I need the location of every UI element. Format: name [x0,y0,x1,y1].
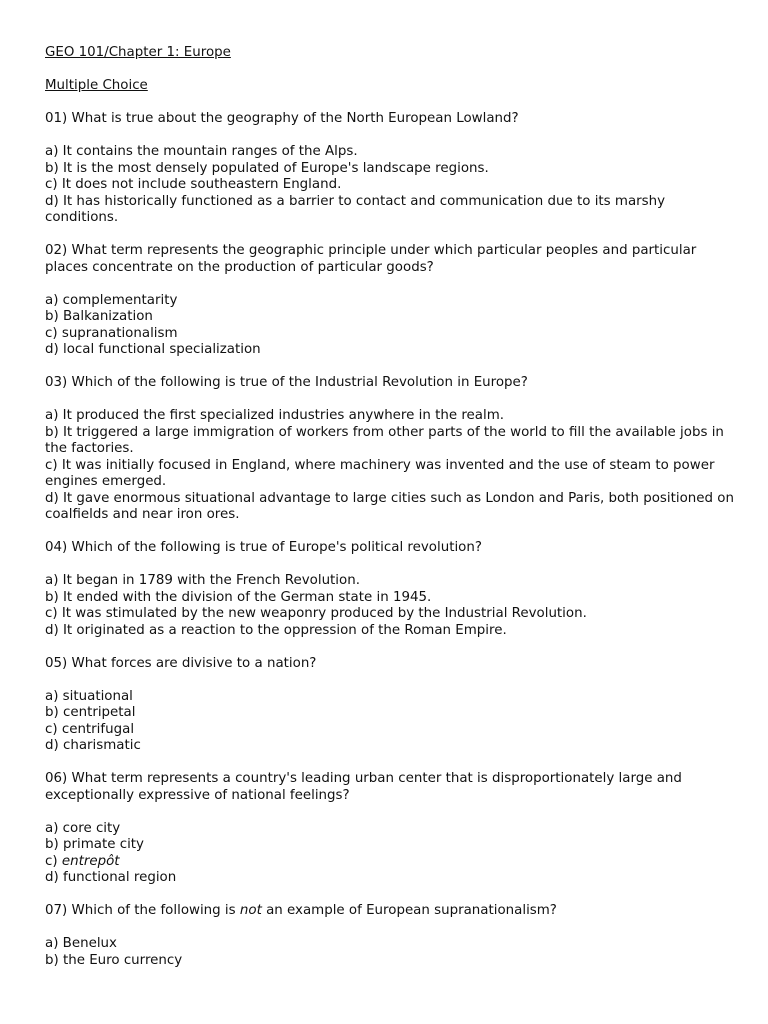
question-6 [45,771,735,887]
answer-option-c: c) It was stimulated by the new weaponry produced by the Industrial Revolution. [45,606,587,621]
answer-option-d: d) local functional specialization [45,342,261,357]
answer-option-a: a) situational [45,688,133,704]
option-prefix: c) [45,853,62,869]
answer-option-c: c) It was initially focused in England, where machinery was invented and the use of steam to power engines emerged. [45,457,715,489]
answer-option-a: a) complementarity [45,292,178,308]
question-list [45,111,735,986]
question-text [45,903,735,920]
answer-option-b: b) centripetal [45,705,136,720]
question-2 [45,243,735,359]
question-text: 03) Which of the following is true of the Industrial Revolution in Europe? [45,375,528,390]
question-text: 05) What forces are divisive to a nation? [45,655,317,671]
emphasized-word: not [239,903,262,918]
question-3 [45,375,735,524]
answer-option-d: d) It has historically functioned as a barrier to contact and communication due to its marshy conditions. [45,193,666,225]
question-text: 01) What is true about the geography of the North European Lowland? [45,111,519,126]
italic-term: entrepôt [61,853,120,869]
question-text-start: 07) Which of the following is [45,903,240,918]
question-text: 02) What term represents the geographic principle under which particular peoples and particular places concentrate on the production of particular goods? [45,243,697,275]
answer-option-a: a) It contains the mountain ranges of the Alps. [45,144,358,159]
answer-option-b: b) primate city [45,837,144,852]
question-text-end: an example of European supranationalism? [261,903,557,918]
question-4 [45,540,735,639]
answer-option-d: d) It originated as a reaction to the oppression of the Roman Empire. [45,622,507,638]
question-5 [45,656,735,755]
question-text: 06) What term represents a country's leading urban center that is disproportionately large and exceptionally expressive of national feelings? [45,771,682,803]
answer-option-b: b) Balkanization [45,309,153,324]
answer-option-c: c) It does not include southeastern England. [45,177,342,192]
answer-option-a: a) core city [45,820,121,836]
answer-option-d: d) functional region [45,870,177,885]
answer-option-a: a) Benelux [45,936,117,951]
answer-option-b: b) the Euro currency [45,952,183,968]
answer-option-c: c) supranationalism [45,325,178,341]
answer-option-d: d) charismatic [45,738,141,753]
question-text: 04) Which of the following is true of Europe's political revolution? [45,540,482,555]
answer-option-b: b) It ended with the division of the German state in 1945. [45,589,432,605]
question-1 [45,111,735,227]
answer-option-c [45,854,735,871]
answer-option-a: a) It began in 1789 with the French Revolution. [45,573,360,588]
answer-option-b: b) It triggered a large immigration of workers from other parts of the world to fill the available jobs in the factories. [45,424,724,456]
question-7 [45,903,735,969]
answer-option-d: d) It gave enormous situational advantage to large cities such as London and Paris, both positioned on coalfields and near iron ores. [45,490,734,522]
answer-option-c: c) centrifugal [45,721,135,737]
answer-option-b: b) It is the most densely populated of Europe's landscape regions. [45,160,489,176]
answer-option-a: a) It produced the first specialized industries anywhere in the realm. [45,408,505,423]
section-title: Multiple Choice [45,78,148,93]
document-title: GEO 101/Chapter 1: Europe [45,45,231,60]
